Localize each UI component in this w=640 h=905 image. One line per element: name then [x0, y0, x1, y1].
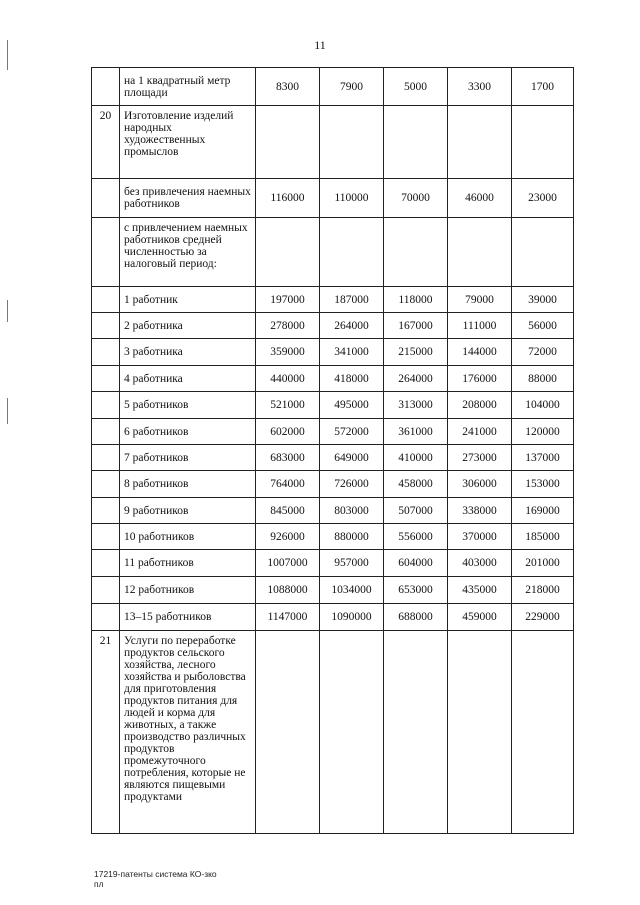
rate-cell: 306000	[448, 471, 512, 498]
rate-cell: 208000	[448, 392, 512, 419]
rate-cell: 435000	[448, 577, 512, 604]
rate-cell: 241000	[448, 419, 512, 445]
row-number	[92, 524, 120, 550]
rate-cell	[384, 218, 448, 287]
table-row	[92, 287, 574, 313]
row-number: 21	[92, 631, 120, 834]
rate-cell	[256, 106, 320, 179]
row-number	[92, 577, 120, 604]
row-number	[92, 68, 120, 106]
rate-cell: 440000	[256, 366, 320, 392]
rate-cell: 3300	[448, 68, 512, 106]
rate-cell: 88000	[512, 366, 574, 392]
rate-cell: 495000	[320, 392, 384, 419]
rate-cell: 683000	[256, 445, 320, 471]
row-label: 6 работников	[120, 419, 256, 445]
table-row	[92, 631, 574, 834]
rate-cell: 556000	[384, 524, 448, 550]
rate-cell: 1088000	[256, 577, 320, 604]
rate-cell	[448, 218, 512, 287]
rate-cell: 688000	[384, 604, 448, 631]
row-label: 9 работников	[120, 498, 256, 524]
rate-cell: 341000	[320, 339, 384, 366]
row-number	[92, 339, 120, 366]
page-number: 11	[314, 38, 326, 52]
row-label: с привлечением наемных работников средней численностью за налоговый период:	[120, 218, 256, 287]
rate-cell: 1007000	[256, 550, 320, 577]
rate-cell: 845000	[256, 498, 320, 524]
rate-cell: 70000	[384, 179, 448, 218]
rate-cell: 602000	[256, 419, 320, 445]
rate-cell	[320, 631, 384, 834]
rate-cell: 521000	[256, 392, 320, 419]
rate-cell: 185000	[512, 524, 574, 550]
rate-cell: 137000	[512, 445, 574, 471]
rate-cell: 187000	[320, 287, 384, 313]
rate-cell: 926000	[256, 524, 320, 550]
row-number	[92, 179, 120, 218]
row-number: 20	[92, 106, 120, 179]
rate-cell: 418000	[320, 366, 384, 392]
rate-cell: 507000	[384, 498, 448, 524]
row-label: 5 работников	[120, 392, 256, 419]
rate-cell: 370000	[448, 524, 512, 550]
rate-cell: 7900	[320, 68, 384, 106]
rate-cell: 72000	[512, 339, 574, 366]
rate-cell: 338000	[448, 498, 512, 524]
footer-suffix: пл	[94, 879, 104, 889]
row-label: 13–15 работников	[120, 604, 256, 631]
rate-cell: 201000	[512, 550, 574, 577]
rate-cell: 458000	[384, 471, 448, 498]
rate-cell: 104000	[512, 392, 574, 419]
rate-cell: 229000	[512, 604, 574, 631]
row-label: 1 работник	[120, 287, 256, 313]
rate-cell	[384, 106, 448, 179]
rate-cell: 56000	[512, 313, 574, 339]
row-label: 7 работников	[120, 445, 256, 471]
rate-cell: 120000	[512, 419, 574, 445]
row-number	[92, 287, 120, 313]
margin-mark	[7, 398, 8, 424]
rate-cell: 361000	[384, 419, 448, 445]
rate-cell	[320, 106, 384, 179]
rate-cell: 264000	[320, 313, 384, 339]
rate-cell: 957000	[320, 550, 384, 577]
table-row	[92, 445, 574, 471]
table-row	[92, 471, 574, 498]
rate-cell: 726000	[320, 471, 384, 498]
row-number	[92, 604, 120, 631]
rate-cell: 5000	[384, 68, 448, 106]
table-row	[92, 218, 574, 287]
row-label: 3 работника	[120, 339, 256, 366]
rate-cell: 264000	[384, 366, 448, 392]
rate-cell: 8300	[256, 68, 320, 106]
row-label: 11 работников	[120, 550, 256, 577]
rate-cell	[256, 218, 320, 287]
rate-cell	[384, 631, 448, 834]
document-footer	[94, 869, 217, 889]
row-number	[92, 550, 120, 577]
rate-cell: 111000	[448, 313, 512, 339]
table-row	[92, 524, 574, 550]
rate-cell: 653000	[384, 577, 448, 604]
rate-cell: 79000	[448, 287, 512, 313]
rate-cell	[320, 218, 384, 287]
rate-cell	[448, 106, 512, 179]
row-label: Изготовление изделий народных художественных промыслов	[120, 106, 256, 179]
row-label: на 1 квадратный метр площади	[120, 68, 256, 106]
rate-cell: 1700	[512, 68, 574, 106]
row-label: без привлечения наемных работников	[120, 179, 256, 218]
table-row	[92, 498, 574, 524]
table-row	[92, 419, 574, 445]
margin-mark	[7, 40, 8, 70]
table-row	[92, 313, 574, 339]
rate-cell: 1147000	[256, 604, 320, 631]
rate-cell: 403000	[448, 550, 512, 577]
table-row	[92, 68, 574, 106]
rate-cell: 39000	[512, 287, 574, 313]
rate-cell: 459000	[448, 604, 512, 631]
row-number	[92, 471, 120, 498]
row-number	[92, 498, 120, 524]
rate-cell: 23000	[512, 179, 574, 218]
row-number	[92, 445, 120, 471]
rate-cell: 313000	[384, 392, 448, 419]
row-number	[92, 392, 120, 419]
rate-cell: 278000	[256, 313, 320, 339]
table-row	[92, 550, 574, 577]
rate-cell: 572000	[320, 419, 384, 445]
rate-cell: 110000	[320, 179, 384, 218]
footer-code: 17219-патенты система КО-зко	[94, 869, 217, 879]
rate-cell: 218000	[512, 577, 574, 604]
table-row	[92, 577, 574, 604]
rate-cell: 410000	[384, 445, 448, 471]
table-row	[92, 179, 574, 218]
rate-cell	[256, 631, 320, 834]
row-label: 8 работников	[120, 471, 256, 498]
rate-cell: 604000	[384, 550, 448, 577]
table-row	[92, 366, 574, 392]
table-row	[92, 392, 574, 419]
rate-cell	[448, 631, 512, 834]
rate-cell: 176000	[448, 366, 512, 392]
tax-rate-table	[91, 67, 574, 834]
margin-mark	[7, 300, 8, 322]
rate-cell: 167000	[384, 313, 448, 339]
row-number	[92, 218, 120, 287]
rate-cell: 215000	[384, 339, 448, 366]
rate-cell	[512, 106, 574, 179]
rate-cell: 803000	[320, 498, 384, 524]
rate-cell: 116000	[256, 179, 320, 218]
table-row	[92, 604, 574, 631]
rate-cell: 46000	[448, 179, 512, 218]
rate-cell: 273000	[448, 445, 512, 471]
rate-cell: 118000	[384, 287, 448, 313]
rate-cell: 880000	[320, 524, 384, 550]
rate-cell: 144000	[448, 339, 512, 366]
row-label: 2 работника	[120, 313, 256, 339]
rate-cell: 649000	[320, 445, 384, 471]
rate-cell: 359000	[256, 339, 320, 366]
rate-cell: 1090000	[320, 604, 384, 631]
rate-cell	[512, 218, 574, 287]
table-row	[92, 339, 574, 366]
rate-cell: 197000	[256, 287, 320, 313]
table-row	[92, 106, 574, 179]
rate-cell: 1034000	[320, 577, 384, 604]
row-number	[92, 313, 120, 339]
row-number	[92, 366, 120, 392]
row-number	[92, 419, 120, 445]
row-label: Услуги по переработке продуктов сельского хозяйства, лесного хозяйства и рыболовства для приготовления продуктов питания для людей и корма для животных, а также производство различных продуктов промежуточного потребления, которые не являются пищевыми продуктами	[120, 631, 256, 834]
rate-cell	[512, 631, 574, 834]
table-body	[92, 68, 574, 834]
rate-cell: 153000	[512, 471, 574, 498]
rate-cell: 764000	[256, 471, 320, 498]
rate-cell: 169000	[512, 498, 574, 524]
row-label: 12 работников	[120, 577, 256, 604]
row-label: 10 работников	[120, 524, 256, 550]
row-label: 4 работника	[120, 366, 256, 392]
